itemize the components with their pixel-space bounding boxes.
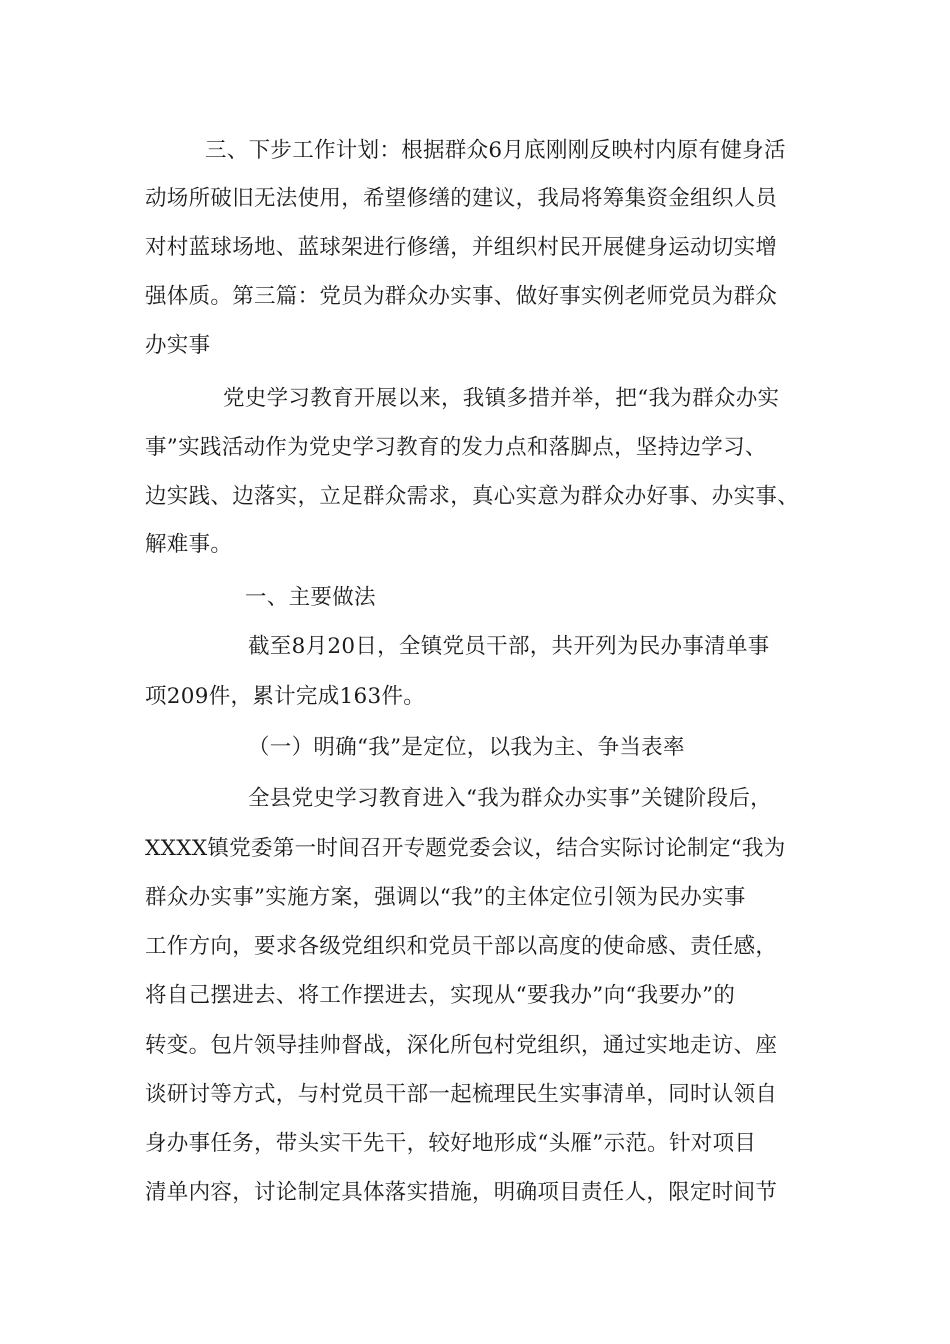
paragraph-line: 解难事。 [145, 532, 233, 557]
paragraph-line: 全县党史学习教育进入“我为群众办实事”关键阶段后， [248, 786, 772, 811]
paragraph-line: 事”实践活动作为党史学习教育的发力点和落脚点，坚持边学习、 [145, 435, 767, 460]
paragraph-line: 工作方向，要求各级党组织和党员干部以高度的使命感、责任感， [145, 934, 778, 959]
paragraph-line: 三、下步工作计划：根据群众6月底刚刚反映村内原有健身活 [205, 138, 786, 163]
paragraph-line: 项209件，累计完成163件。 [145, 684, 426, 709]
paragraph-line: 办实事 [145, 333, 211, 358]
paragraph-line: 对村蓝球场地、蓝球架进行修缮，并组织村民开展健身运动切实增 [145, 235, 778, 260]
paragraph-line: 动场所破旧无法使用，希望修缮的建议，我局将筹集资金组织人员 [145, 186, 778, 211]
paragraph-line: 身办事任务，带头实干先干，较好地形成“头雁”示范。针对项目 [145, 1131, 757, 1156]
paragraph-line: 党史学习教育开展以来，我镇多措并举，把“我为群众办实 [223, 386, 780, 411]
section-heading: 一、主要做法 [245, 585, 376, 610]
paragraph-line: 强体质。第三篇：党员为群众办实事、做好事实例老师党员为群众 [145, 284, 778, 309]
paragraph-line: XXXX镇党委第一时间召开专题党委会议，结合实际讨论制定“我为 [145, 836, 786, 861]
paragraph-line: 转变。包片领导挂帅督战，深化所包村党组织，通过实地走访、座 [145, 1033, 778, 1058]
paragraph-line: 谈研讨等方式，与村党员干部一起梳理民生实事清单，同时认领自 [145, 1082, 778, 1107]
paragraph-line: 群众办实事”实施方案，强调以“我”的主体定位引领为民办实事 [145, 885, 746, 910]
subsection-heading: （一）明确“我”是定位，以我为主、争当表率 [248, 735, 685, 760]
paragraph-line: 边实践、边落实，立足群众需求，真心实意为群众办好事、办实事、 [145, 484, 800, 509]
paragraph-line: 截至8月20日，全镇党员干部，共开列为民办事清单事 [248, 634, 770, 659]
paragraph-line: 将自己摆进去、将工作摆进去，实现从“要我办”向“我要办”的 [145, 983, 736, 1008]
paragraph-line: 清单内容，讨论制定具体落实措施，明确项目责任人，限定时间节 [145, 1180, 778, 1205]
